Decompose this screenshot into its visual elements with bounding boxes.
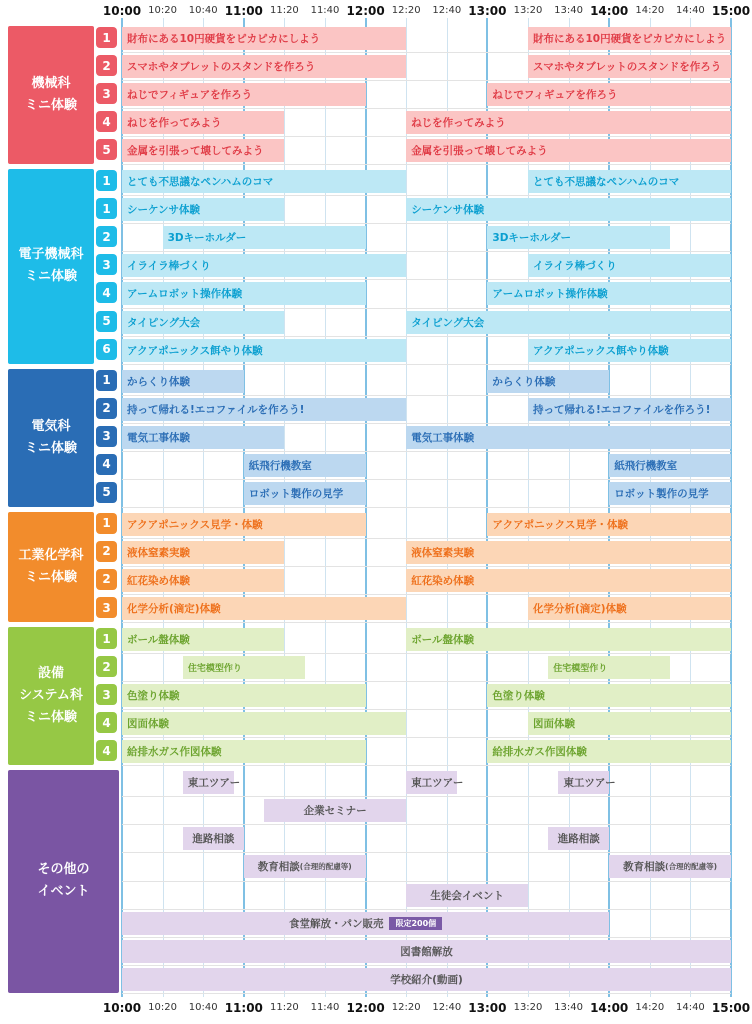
row-divider — [122, 796, 731, 797]
event-label: タイピング大会 — [411, 316, 485, 329]
event-bar[interactable] — [609, 482, 731, 505]
row-number: 2 — [96, 55, 117, 76]
event-bar[interactable] — [528, 597, 731, 620]
event-label: 東工ツアー — [563, 777, 616, 790]
time-label-top: 12:00 — [346, 4, 385, 18]
row-number: 2 — [96, 398, 117, 419]
row-divider — [122, 507, 731, 508]
event-label: ねじでフィギュアを作ろう — [127, 89, 253, 102]
event-label: アクアポニックス餌やり体験 — [127, 344, 263, 357]
event-label: 財布にある10円硬貨をピカピカにしよう — [127, 33, 321, 45]
event-bar[interactable] — [406, 111, 731, 134]
event-label: 給排水ガス作図体験 — [492, 746, 587, 759]
time-label-top: 12:40 — [432, 5, 462, 16]
event-label: 教育相談 — [257, 861, 300, 874]
event-bar[interactable] — [122, 513, 366, 536]
event-label: 紅花染め体験 — [411, 574, 475, 587]
event-bar[interactable] — [122, 628, 284, 651]
event-bar[interactable] — [406, 311, 731, 334]
event-label: 図面体験 — [127, 718, 169, 731]
event-bar[interactable] — [122, 712, 406, 735]
time-label-top: 14:00 — [590, 4, 629, 18]
event-label: 色塗り体験 — [127, 690, 180, 703]
row-divider — [122, 993, 731, 994]
event-label: 化学分析(滴定)体験 — [533, 603, 627, 615]
event-bar[interactable] — [406, 771, 464, 794]
row-divider — [122, 653, 731, 654]
event-bar[interactable] — [122, 541, 284, 564]
event-label: イライラ棒づくり — [533, 260, 617, 273]
department-label-kikai: 機械科 ミニ体験 — [8, 26, 94, 164]
row-number: 1 — [96, 513, 117, 534]
event-label: 電気工事体験 — [411, 431, 475, 444]
time-label-bottom: 13:20 — [513, 1002, 543, 1013]
event-bar[interactable] — [487, 282, 731, 305]
event-label: 住宅模型作り — [553, 664, 608, 675]
row-number: 5 — [96, 311, 117, 332]
event-bar[interactable] — [487, 513, 731, 536]
time-label-bottom: 11:40 — [310, 1002, 340, 1013]
event-label: 色塗り体験 — [492, 690, 545, 703]
event-bar[interactable] — [558, 771, 616, 794]
row-number: 3 — [96, 597, 117, 618]
row-divider — [122, 824, 731, 825]
row-divider — [122, 852, 731, 853]
event-label: ねじを作ってみよう — [411, 117, 506, 130]
row-divider — [122, 538, 731, 539]
row-divider — [122, 909, 731, 910]
time-label-top: 14:40 — [675, 5, 705, 16]
event-bar[interactable] — [609, 855, 731, 878]
event-label: 液体窒素実験 — [411, 546, 475, 559]
event-bar[interactable] — [264, 799, 406, 822]
department-label-denki: 電気科 ミニ体験 — [8, 369, 94, 507]
row-divider — [122, 881, 731, 882]
event-bar[interactable] — [528, 712, 731, 735]
event-label: 東工ツアー — [411, 777, 464, 790]
row-divider — [122, 195, 731, 196]
row-divider — [122, 164, 731, 165]
event-bar[interactable] — [487, 83, 731, 106]
row-number: 3 — [96, 684, 117, 705]
row-divider — [122, 765, 731, 766]
row-divider — [122, 279, 731, 280]
limit-badge: 限定200個 — [389, 917, 442, 930]
event-bar[interactable] — [406, 541, 731, 564]
time-label-top: 14:20 — [635, 5, 665, 16]
event-label: ボール盤体験 — [411, 634, 474, 647]
event-bar[interactable] — [406, 198, 731, 221]
event-label: 住宅模型作り — [187, 664, 242, 675]
event-bar[interactable] — [122, 740, 366, 763]
row-number: 2 — [96, 569, 117, 590]
event-bar[interactable] — [528, 339, 731, 362]
event-label: 教育相談 — [623, 861, 666, 874]
event-label: 液体窒素実験 — [127, 546, 190, 559]
event-bar[interactable] — [548, 827, 609, 850]
time-label-bottom: 14:40 — [675, 1002, 705, 1013]
time-label-top: 13:20 — [513, 5, 543, 16]
row-number: 1 — [96, 628, 117, 649]
time-label-top: 13:00 — [468, 4, 507, 18]
row-number: 4 — [96, 282, 117, 303]
event-label: 財布にある10円硬貨をピカピカにしよう — [533, 33, 727, 45]
time-label-bottom: 10:40 — [188, 1002, 218, 1013]
time-label-bottom: 13:40 — [554, 1002, 584, 1013]
event-label: ロボット製作の見学 — [614, 487, 709, 500]
row-divider — [122, 223, 731, 224]
department-label-kogyo: 工業化学科 ミニ体験 — [8, 512, 94, 622]
event-label: 企業セミナー — [303, 805, 367, 818]
time-label-bottom: 10:20 — [148, 1002, 178, 1013]
event-label: ボール盤体験 — [127, 634, 190, 647]
event-bar[interactable] — [122, 597, 406, 620]
row-divider — [122, 594, 731, 595]
row-divider — [122, 108, 731, 109]
event-bar[interactable] — [487, 684, 731, 707]
event-bar[interactable] — [122, 684, 366, 707]
event-label: イライラ棒づくり — [127, 260, 211, 273]
row-number: 6 — [96, 339, 117, 360]
time-label-bottom: 11:20 — [269, 1002, 299, 1013]
time-label-top: 11:20 — [269, 5, 299, 16]
row-divider — [122, 336, 731, 337]
row-divider — [122, 423, 731, 424]
event-bar[interactable] — [122, 311, 284, 334]
row-divider — [122, 451, 731, 452]
event-label: からくり体験 — [127, 375, 190, 388]
event-bar[interactable] — [122, 55, 406, 78]
event-bar[interactable] — [528, 254, 731, 277]
event-bar[interactable] — [122, 968, 731, 991]
row-divider — [122, 479, 731, 480]
event-label: 東工ツアー — [187, 777, 241, 790]
event-bar[interactable] — [183, 771, 241, 794]
row-divider — [122, 251, 731, 252]
event-label: 化学分析(滴定)体験 — [127, 603, 221, 615]
row-divider — [122, 622, 731, 623]
event-bar[interactable] — [122, 940, 731, 963]
event-label-note: (合理的配慮等) — [299, 862, 352, 872]
row-divider — [122, 937, 731, 938]
event-label: からくり体験 — [492, 375, 556, 388]
event-bar[interactable] — [487, 370, 609, 393]
event-bar[interactable] — [122, 569, 284, 592]
row-divider — [122, 80, 731, 81]
time-label-top: 15:00 — [711, 4, 751, 18]
event-bar[interactable] — [122, 27, 406, 50]
event-bar[interactable] — [122, 254, 406, 277]
event-bar[interactable] — [406, 628, 731, 651]
event-bar[interactable] — [406, 139, 731, 162]
event-bar[interactable] — [528, 55, 731, 78]
event-bar[interactable] — [122, 912, 609, 935]
time-label-bottom: 15:00 — [711, 1001, 751, 1015]
time-label-bottom: 14:20 — [635, 1002, 665, 1013]
event-bar[interactable] — [406, 569, 731, 592]
event-label: アクアポニックス見学・体験 — [492, 518, 629, 531]
row-divider — [122, 681, 731, 682]
row-divider — [122, 395, 731, 396]
time-label-bottom: 13:00 — [468, 1001, 507, 1015]
event-label: 進路相談 — [557, 833, 600, 846]
event-bar[interactable] — [528, 170, 731, 193]
row-divider — [122, 136, 731, 137]
event-bar[interactable] — [122, 139, 284, 162]
row-number: 2 — [96, 541, 117, 562]
time-label-top: 12:20 — [391, 5, 421, 16]
time-label-bottom: 14:00 — [590, 1001, 629, 1015]
event-label: 学校紹介(動画) — [390, 973, 463, 986]
event-bar[interactable] — [528, 398, 731, 421]
event-bar[interactable] — [122, 282, 366, 305]
event-label: ロボット製作の見学 — [248, 487, 344, 500]
event-bar[interactable] — [244, 855, 366, 878]
event-label: 紙飛行機教室 — [248, 459, 312, 472]
time-label-top: 11:00 — [224, 4, 263, 18]
department-label-setsubi: 設備 システム科 ミニ体験 — [8, 627, 94, 765]
event-bar[interactable] — [548, 656, 670, 679]
event-bar[interactable] — [244, 482, 366, 505]
event-label: 金属を引張って壊してみよう — [411, 145, 548, 158]
event-label: 金属を引張って壊してみよう — [127, 145, 264, 158]
time-label-bottom: 11:00 — [224, 1001, 263, 1015]
department-label-denshi: 電子機械科 ミニ体験 — [8, 169, 94, 363]
event-bar[interactable] — [163, 226, 366, 249]
event-label-note: (合理的配慮等) — [665, 862, 718, 872]
event-label: 図面体験 — [533, 718, 575, 731]
event-bar[interactable] — [406, 884, 528, 907]
event-label: 持って帰れる!エコファイルを作ろう! — [127, 403, 305, 416]
event-bar[interactable] — [183, 827, 244, 850]
row-divider — [122, 364, 731, 365]
event-label: ねじを作ってみよう — [127, 117, 222, 130]
event-label: アクアポニックス餌やり体験 — [533, 344, 669, 357]
row-divider — [122, 566, 731, 567]
row-number: 3 — [96, 254, 117, 275]
time-label-bottom: 12:40 — [432, 1002, 462, 1013]
event-bar[interactable] — [122, 111, 284, 134]
event-bar[interactable] — [122, 198, 284, 221]
event-bar[interactable] — [122, 83, 366, 106]
row-divider — [122, 709, 731, 710]
event-label: 3Dキーホルダー — [167, 232, 247, 245]
event-label: アームロボット操作体験 — [492, 288, 608, 301]
event-bar[interactable] — [122, 170, 406, 193]
event-bar[interactable] — [244, 454, 366, 477]
event-bar[interactable] — [528, 27, 731, 50]
event-bar[interactable] — [122, 398, 406, 421]
time-label-top: 10:00 — [102, 4, 142, 18]
event-label: シーケンサ体験 — [411, 204, 485, 217]
event-label: 紅花染め体験 — [127, 574, 190, 587]
row-number: 1 — [96, 370, 117, 391]
event-label: 電気工事体験 — [127, 431, 190, 444]
event-bar[interactable] — [122, 339, 406, 362]
row-number: 1 — [96, 170, 117, 191]
row-number: 4 — [96, 712, 117, 733]
event-label: とても不思議なペンハムのコマ — [533, 176, 680, 189]
time-label-top: 11:40 — [310, 5, 340, 16]
event-label: とても不思議なペンハムのコマ — [127, 176, 274, 189]
event-label: 給排水ガス作図体験 — [127, 746, 222, 759]
row-divider — [122, 965, 731, 966]
event-label: ねじでフィギュアを作ろう — [492, 89, 618, 102]
event-bar[interactable] — [487, 740, 731, 763]
event-label: 食堂解放・パン販売 — [288, 917, 384, 930]
row-divider — [122, 737, 731, 738]
row-divider — [122, 308, 731, 309]
event-label: 紙飛行機教室 — [614, 459, 678, 472]
row-number: 4 — [96, 111, 117, 132]
event-label: タイピング大会 — [127, 316, 201, 329]
row-number: 5 — [96, 482, 117, 503]
row-number: 2 — [96, 226, 117, 247]
event-label: 図書館解放 — [400, 945, 453, 958]
time-label-top: 13:40 — [554, 5, 584, 16]
row-number: 3 — [96, 83, 117, 104]
event-label: 生徒会イベント — [430, 889, 504, 902]
event-label: スマホやタブレットのスタンドを作ろう — [127, 61, 316, 74]
row-number: 5 — [96, 139, 117, 160]
time-label-bottom: 12:20 — [391, 1002, 421, 1013]
row-number: 4 — [96, 454, 117, 475]
row-divider — [122, 52, 731, 53]
event-bar[interactable] — [122, 426, 284, 449]
row-number: 1 — [96, 27, 117, 48]
department-label-other: その他の イベント — [8, 770, 119, 992]
event-bar[interactable] — [122, 370, 244, 393]
event-label: 進路相談 — [192, 833, 235, 846]
event-bar[interactable] — [183, 656, 305, 679]
event-bar[interactable] — [609, 454, 731, 477]
time-label-bottom: 12:00 — [346, 1001, 385, 1015]
row-number: 4 — [96, 740, 117, 761]
event-bar[interactable] — [406, 426, 731, 449]
time-label-top: 10:40 — [188, 5, 218, 16]
row-number: 1 — [96, 198, 117, 219]
event-label: スマホやタブレットのスタンドを作ろう — [533, 61, 722, 74]
time-label-top: 10:20 — [148, 5, 178, 16]
event-label: 持って帰れる!エコファイルを作ろう! — [533, 403, 711, 416]
event-label: シーケンサ体験 — [127, 204, 200, 217]
row-number: 2 — [96, 656, 117, 677]
row-number: 3 — [96, 426, 117, 447]
event-label: アクアポニックス見学・体験 — [127, 518, 263, 531]
event-label: アームロボット操作体験 — [127, 288, 243, 301]
event-bar[interactable] — [487, 226, 670, 249]
time-label-bottom: 10:00 — [102, 1001, 142, 1015]
event-label: 3Dキーホルダー — [492, 232, 571, 245]
